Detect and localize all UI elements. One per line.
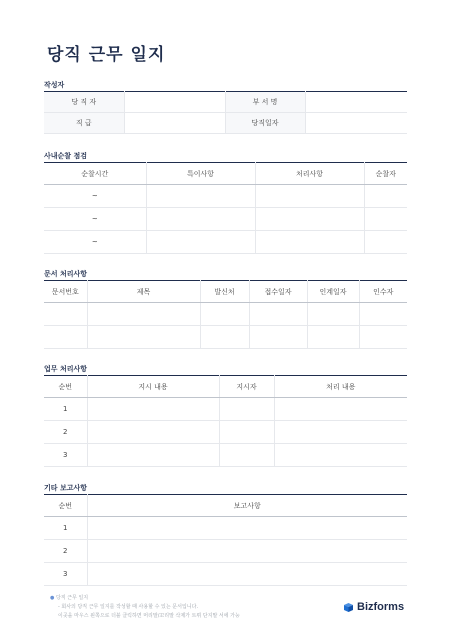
docs-cell[interactable] bbox=[200, 326, 249, 349]
docs-cell[interactable] bbox=[359, 303, 407, 326]
docs-header: 인수자 bbox=[359, 281, 407, 303]
docs-cell[interactable] bbox=[44, 303, 87, 326]
patrol-time-cell[interactable]: ~ bbox=[91, 192, 98, 200]
table-row bbox=[44, 444, 407, 467]
patrol-header: 특이사항 bbox=[146, 163, 255, 185]
section-etc-title: 기타 보고사항 bbox=[44, 484, 88, 492]
row-number: 3 bbox=[63, 451, 68, 459]
tasks-cell[interactable] bbox=[219, 444, 274, 467]
row-number: 2 bbox=[63, 428, 68, 436]
footer-note bbox=[50, 594, 240, 621]
patrol-cell[interactable] bbox=[255, 208, 364, 231]
patrol-cell[interactable] bbox=[364, 231, 407, 254]
docs-table bbox=[44, 280, 407, 349]
etc-cell[interactable] bbox=[87, 517, 407, 540]
etc-header: 보고사항 bbox=[87, 495, 407, 517]
docs-cell[interactable] bbox=[249, 303, 307, 326]
docs-cell[interactable] bbox=[44, 326, 87, 349]
section-tasks-title: 업무 처리사항 bbox=[44, 365, 88, 373]
row-number: 1 bbox=[63, 405, 68, 413]
patrol-time-cell[interactable]: ~ bbox=[91, 238, 98, 246]
document-title: 당직 근무 일지 bbox=[47, 45, 166, 65]
field-dept[interactable] bbox=[305, 92, 407, 113]
docs-header: 접수일자 bbox=[249, 281, 307, 303]
table-row bbox=[44, 517, 407, 540]
row-number: 3 bbox=[63, 570, 68, 578]
label-duty-person: 당 직 자 bbox=[44, 92, 124, 113]
tasks-cell[interactable] bbox=[274, 421, 407, 444]
table-row bbox=[44, 326, 407, 349]
bizforms-logo-icon bbox=[343, 602, 354, 613]
patrol-cell[interactable] bbox=[255, 231, 364, 254]
tasks-cell[interactable] bbox=[87, 398, 219, 421]
docs-cell[interactable] bbox=[359, 326, 407, 349]
row-number: 1 bbox=[63, 524, 68, 532]
section-writer-title: 작성자 bbox=[44, 81, 65, 89]
tasks-header: 지시 내용 bbox=[87, 376, 219, 398]
patrol-time-cell[interactable]: ~ bbox=[91, 215, 98, 223]
patrol-cell[interactable] bbox=[364, 208, 407, 231]
tasks-cell[interactable] bbox=[219, 398, 274, 421]
patrol-cell[interactable] bbox=[364, 185, 407, 208]
label-dept: 부 서 명 bbox=[225, 92, 305, 113]
logo-text: Bizforms bbox=[357, 601, 405, 613]
row-number: 2 bbox=[63, 547, 68, 555]
footer-line-2: - 회사의 당직 근무 일지를 작성할 때 사용할 수 있는 문서입니다. bbox=[58, 604, 199, 610]
label-duty-date: 당직일자 bbox=[225, 113, 305, 134]
docs-header: 문서번호 bbox=[44, 281, 87, 303]
bullet-icon: ● bbox=[50, 595, 55, 601]
section-docs-title: 문서 처리사항 bbox=[44, 270, 88, 278]
tasks-header: 지시자 bbox=[219, 376, 274, 398]
tasks-cell[interactable] bbox=[87, 444, 219, 467]
docs-header: 인계일자 bbox=[307, 281, 359, 303]
footer-line-1: 당직 근무 일지 bbox=[55, 595, 89, 601]
table-row bbox=[44, 303, 407, 326]
label-position: 직 급 bbox=[44, 113, 124, 134]
docs-cell[interactable] bbox=[249, 326, 307, 349]
field-position[interactable] bbox=[124, 113, 225, 134]
tasks-cell[interactable] bbox=[87, 421, 219, 444]
table-row bbox=[44, 563, 407, 586]
table-row bbox=[44, 208, 407, 231]
bizforms-logo bbox=[343, 601, 404, 613]
patrol-table bbox=[44, 162, 407, 254]
etc-header: 순번 bbox=[44, 495, 87, 517]
field-duty-date[interactable] bbox=[305, 113, 407, 134]
field-duty-person[interactable] bbox=[124, 92, 225, 113]
patrol-cell[interactable] bbox=[255, 185, 364, 208]
tasks-cell[interactable] bbox=[274, 444, 407, 467]
docs-cell[interactable] bbox=[87, 303, 200, 326]
docs-cell[interactable] bbox=[307, 303, 359, 326]
table-row bbox=[44, 185, 407, 208]
docs-cell[interactable] bbox=[200, 303, 249, 326]
table-row bbox=[44, 540, 407, 563]
tasks-cell[interactable] bbox=[219, 421, 274, 444]
etc-table bbox=[44, 494, 407, 586]
patrol-header: 순찰자 bbox=[364, 163, 407, 185]
etc-cell[interactable] bbox=[87, 563, 407, 586]
section-patrol-title: 사내순찰 점검 bbox=[44, 152, 88, 160]
patrol-header: 순찰시간 bbox=[44, 163, 146, 185]
tasks-table bbox=[44, 375, 407, 467]
patrol-cell[interactable] bbox=[146, 185, 255, 208]
patrol-cell[interactable] bbox=[146, 231, 255, 254]
footer-line-3: 이곳을 마우스 왼쪽으로 더블 클릭하면 머리말/꼬리말 삭제가 트뤼 단지말 서에 가능 bbox=[58, 613, 240, 619]
writer-table bbox=[44, 91, 407, 134]
patrol-cell[interactable] bbox=[146, 208, 255, 231]
table-row bbox=[44, 398, 407, 421]
tasks-header: 순번 bbox=[44, 376, 87, 398]
docs-header: 제목 bbox=[87, 281, 200, 303]
docs-cell[interactable] bbox=[307, 326, 359, 349]
table-row bbox=[44, 231, 407, 254]
tasks-header: 처리 내용 bbox=[274, 376, 407, 398]
tasks-cell[interactable] bbox=[274, 398, 407, 421]
docs-cell[interactable] bbox=[87, 326, 200, 349]
table-row bbox=[44, 421, 407, 444]
patrol-header: 처리사항 bbox=[255, 163, 364, 185]
etc-cell[interactable] bbox=[87, 540, 407, 563]
docs-header: 발신처 bbox=[200, 281, 249, 303]
